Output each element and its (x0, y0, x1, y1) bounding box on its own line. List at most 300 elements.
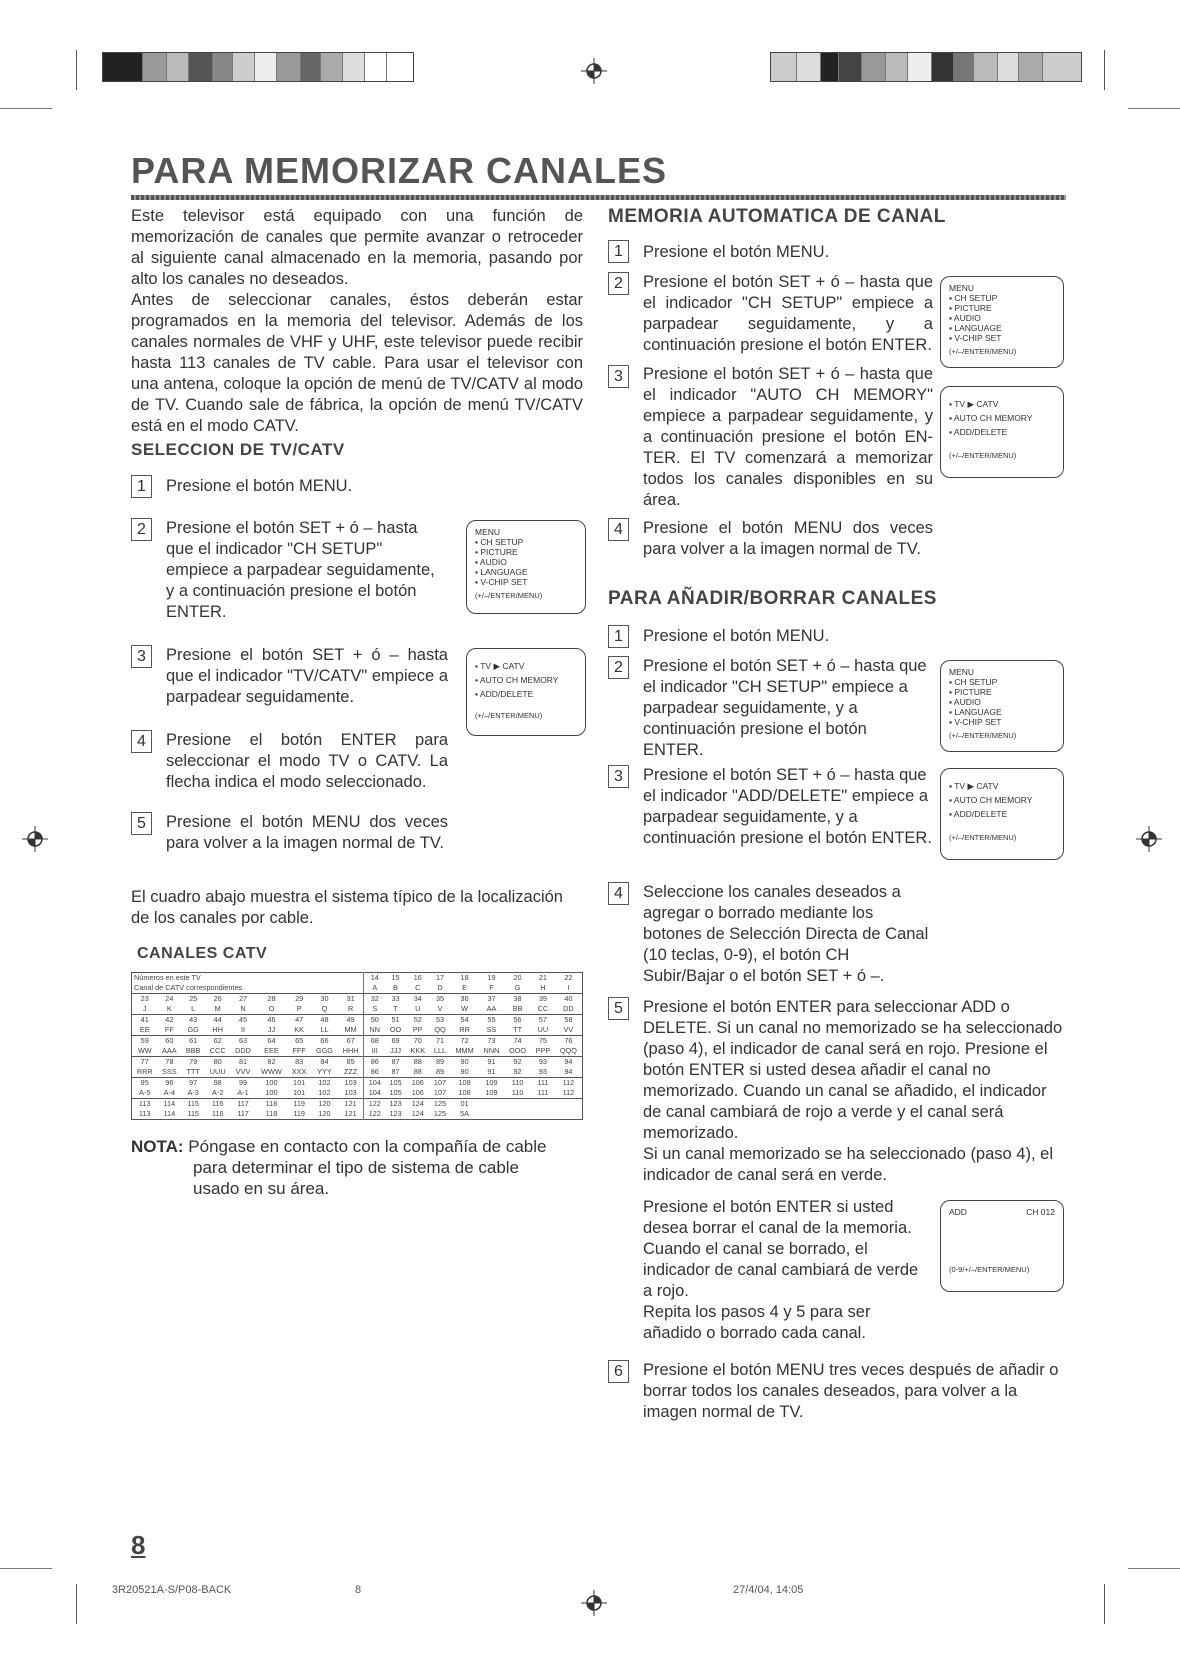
seleccion-step-2: Presione el botón SET + ó – hasta que el indicador "CH SETUP" empiece a parpadear seguidamente, y a continuación presione el botón ENTER. (166, 519, 435, 621)
catv-row (132, 1067, 583, 1078)
catv-cell: OO (389, 1025, 402, 1034)
catv-cell: U (415, 1004, 421, 1013)
catv-cell: 49 (338, 1015, 364, 1026)
catv-cell: AA (486, 1004, 497, 1013)
osd-item: ▪ TV ▶ CATV (949, 399, 999, 409)
catv-cell: YYY (317, 1067, 332, 1076)
catv-cell: J (142, 1004, 147, 1013)
catv-cell: 79 (181, 1057, 205, 1068)
catv-cell: SSS (162, 1067, 177, 1076)
catv-cell: 32 (364, 994, 385, 1005)
nota-line-1 (131, 1136, 583, 1157)
seleccion-step-4: Presione el botón ENTER para seleccionar el modo TV o CATV. La flecha indica el modo seleccionado. (166, 731, 448, 791)
catv-header-row (132, 983, 583, 994)
catv-cell: 80 (205, 1057, 230, 1068)
anadir-step-5: Presione el botón ENTER para seleccionar ADD o DELETE. Si un canal no memorizado se ha seleccionado (paso 4), el indicador de canal será en rojo. Presione el botón ENTER si usted desea añadir el canal no memorizado. Cuando un canal se añadido, el indicador de canal cambiará de rojo a verde y el canal será memorizado. (643, 998, 1063, 1142)
catv-row (132, 1078, 583, 1089)
catv-cell: 73 (479, 1036, 504, 1047)
catv-cell: 119 (287, 1099, 311, 1110)
seleccion-step-5: Presione el botón MENU dos veces para volver a la imagen normal de TV. (166, 813, 448, 852)
catv-cell: 59 (132, 1036, 158, 1047)
osd-item: ▪ AUTO CH MEMORY (475, 675, 559, 685)
catv-cell: EEE (264, 1046, 279, 1055)
osd-menu-screen (940, 660, 1064, 752)
catv-cell (531, 1099, 555, 1110)
catv-cell: 61 (181, 1036, 205, 1047)
memoria-step-2: Presione el botón SET + ó – hasta que el indicador "CH SETUP" empiece a parpadear seguidamente, y a continuación presione el botón ENTER. (643, 273, 933, 354)
catv-cell: 86 (364, 1057, 385, 1068)
catv-cell: 37 (479, 994, 504, 1005)
catv-cell: 93 (531, 1057, 555, 1068)
catv-cell: M (214, 1004, 221, 1013)
intro-paragraph-1: Este televisor está equipado con una función de memorización de canales que permite avanzar o retroceder al siguiente canal almacenado en la memoria, pasando por alto los canales no deseados. (131, 207, 583, 288)
step-number: 3 (608, 365, 629, 388)
catv-row (132, 1015, 583, 1026)
catv-cell: 113 (138, 1109, 151, 1118)
catv-cell: 116 (205, 1099, 230, 1110)
anadir-step-5-extra: Si un canal memorizado se ha seleccionado (paso 4), el indicador de canal será en verde. (643, 1145, 1053, 1184)
catv-cell: 85 (338, 1057, 364, 1068)
catv-cell: 14 (364, 973, 385, 984)
catv-cell: 66 (311, 1036, 338, 1047)
anadir-step-2: Presione el botón SET + ó – hasta que el indicador "CH SETUP" empiece a parpadear seguidamente, y a continuación presione el botón ENTER. (643, 657, 927, 759)
catv-cell: XXX (291, 1067, 307, 1076)
anadir-heading: PARA AÑADIR/BORRAR CANALES (608, 588, 937, 609)
catv-cell: 105 (385, 1078, 406, 1089)
catv-cell: 94 (564, 1067, 573, 1076)
catv-cell: 70 (406, 1036, 430, 1047)
catv-cell: E (462, 983, 468, 992)
catv-cell: 100 (265, 1088, 278, 1097)
osd-item: ▪ ADD/DELETE (949, 427, 1008, 437)
catv-cell: 71 (430, 1036, 451, 1047)
catv-cell: 116 (211, 1109, 224, 1118)
catv-cell: 117 (230, 1099, 255, 1110)
osd-footer: (0-9/+/–/ENTER/MENU) (949, 1265, 1030, 1274)
catv-cell (531, 1109, 555, 1120)
catv-cell: 21 (538, 973, 547, 982)
osd-item: ▪ PICTURE (949, 303, 992, 313)
catv-cell: KKK (410, 1046, 426, 1055)
catv-cell: 114 (163, 1109, 176, 1118)
anadir-step-1: Presione el botón MENU. (643, 627, 830, 645)
catv-cell: DD (563, 1004, 574, 1013)
catv-cell: 100 (256, 1078, 288, 1089)
catv-cell: JJ (267, 1025, 276, 1034)
step-number: 6 (608, 1360, 629, 1383)
catv-cell (555, 1099, 583, 1110)
catv-cell: UUU (209, 1067, 226, 1076)
osd-ch-setup-screen (940, 386, 1064, 478)
anadir-step-6: Presione el botón MENU tres veces después de añadir o borrar todos los canales deseados, para volver a la imagen normal de TV. (643, 1361, 1059, 1421)
osd-add-label: ADD (949, 1207, 967, 1217)
osd-item-selected: ▪ CH SETUP (949, 677, 998, 687)
catv-cell: H (540, 983, 546, 992)
catv-cell: 113 (132, 1099, 158, 1110)
color-bar-right (770, 52, 1082, 82)
catv-table (131, 972, 583, 1120)
osd-footer: (+/–/ENTER/MENU) (949, 731, 1017, 740)
osd-add-screen (940, 1200, 1064, 1292)
catv-cell: 97 (181, 1078, 205, 1089)
catv-cell: 56 (504, 1015, 531, 1026)
catv-cell: TT (513, 1025, 523, 1034)
catv-cell: 101 (293, 1088, 306, 1097)
catv-cell: 76 (555, 1036, 583, 1047)
nota-line-2: para determinar el tipo de sistema de cable (193, 1158, 520, 1177)
catv-cell: 105 (389, 1088, 402, 1097)
catv-cell: MMM (455, 1046, 474, 1055)
osd-menu-screen (940, 276, 1064, 368)
catv-cell: 89 (430, 1057, 451, 1068)
catv-row (132, 1057, 583, 1068)
catv-cell: 115 (187, 1109, 199, 1118)
catv-cell: AAA (162, 1046, 177, 1055)
catv-cell: 58 (555, 1015, 583, 1026)
catv-cell: 102 (318, 1088, 331, 1097)
catv-cell: 112 (562, 1088, 575, 1097)
osd-item: ▪ AUTO CH MEMORY (949, 795, 1033, 805)
color-bar-left (102, 52, 414, 82)
anadir-step-3: Presione el botón SET + ó – hasta que el indicador "ADD/DELETE" empiece a parpadear seguidamente, y a continuación presione el botón ENTER. (643, 766, 932, 847)
catv-cell: 63 (230, 1036, 255, 1047)
osd-item: ▪ AUDIO (475, 557, 507, 567)
catv-cell: P (296, 1004, 302, 1013)
catv-cell: 82 (256, 1057, 288, 1068)
catv-cell: 41 (132, 1015, 158, 1026)
catv-cell: 120 (318, 1109, 331, 1118)
catv-cell: 118 (256, 1099, 288, 1110)
catv-cell: 48 (311, 1015, 338, 1026)
catv-header-row (132, 973, 583, 984)
catv-cell: 101 (287, 1078, 311, 1089)
catv-cell: LLL (433, 1046, 447, 1055)
catv-cell: LL (320, 1025, 329, 1034)
catv-cell: GG (187, 1025, 199, 1034)
osd-footer: (+/–/ENTER/MENU) (949, 347, 1017, 356)
catv-cell: CCC (209, 1046, 226, 1055)
step-number: 4 (608, 518, 629, 541)
page-number: 8 (131, 1530, 146, 1560)
osd-item: ▪ AUDIO (949, 697, 981, 707)
catv-cell: 43 (181, 1015, 205, 1026)
catv-cell: 93 (538, 1067, 547, 1076)
osd-menu-screen (466, 520, 586, 614)
catv-cell: 107 (433, 1088, 447, 1097)
catv-cell: 77 (132, 1057, 158, 1068)
catv-cell: RRR (136, 1067, 153, 1076)
memoria-step-1: Presione el botón MENU. (643, 243, 830, 261)
catv-cell: 88 (406, 1057, 430, 1068)
catv-cell: 20 (513, 973, 522, 982)
osd-item: ▪ PICTURE (475, 547, 518, 557)
footer-page: 8 (355, 1584, 362, 1596)
catv-cell: NN (364, 1025, 385, 1036)
catv-cell: 45 (230, 1015, 255, 1026)
anadir-step-4: Seleccione los canales deseados a agregar o borrado mediante los botones de Selección Directa de Canal (10 teclas, 0-9), el botón CH Subir/Bajar o el botón SET + ó –. (643, 883, 929, 985)
osd-ch-setup-screen (940, 768, 1064, 860)
catv-cell: 86 (364, 1067, 385, 1078)
osd-item-selected: ▪ CH SETUP (949, 293, 998, 303)
catv-cell (504, 1109, 531, 1120)
catv-cell (555, 1109, 583, 1120)
registration-mark-icon (1136, 826, 1162, 852)
catv-cell: ZZZ (343, 1067, 358, 1076)
catv-cell: 117 (237, 1109, 249, 1118)
catv-cell: R (348, 1004, 354, 1013)
catv-cell: L (191, 1004, 196, 1013)
catv-cell: 106 (406, 1078, 430, 1089)
catv-cell: JJJ (390, 1046, 402, 1055)
catv-cell: T (393, 1004, 398, 1013)
catv-cell: 125 (430, 1099, 451, 1110)
catv-cell: 27 (230, 994, 255, 1005)
catv-cell: 67 (338, 1036, 364, 1047)
osd-item-selected: ▪ TV ▶ CATV (475, 661, 525, 671)
osd-footer: (+/–/ENTER/MENU) (475, 591, 543, 600)
catv-cell: 68 (364, 1036, 385, 1047)
catv-cell: 95 (132, 1078, 158, 1089)
footer-file: 3R20521A-S/P08-BACK (112, 1584, 232, 1596)
catv-cell: 106 (411, 1088, 424, 1097)
catv-cell: N (240, 1004, 246, 1013)
catv-cell: 108 (450, 1078, 478, 1089)
catv-cell: 36 (450, 994, 478, 1005)
catv-cell: 83 (287, 1057, 311, 1068)
catv-cell: 84 (311, 1057, 338, 1068)
osd-footer: (+/–/ENTER/MENU) (949, 451, 1017, 460)
catv-cell: 46 (256, 1015, 288, 1026)
catv-cell: 65 (287, 1036, 311, 1047)
memoria-step-4: Presione el botón MENU dos veces para volver a la imagen normal de TV. (643, 519, 933, 558)
osd-menu-title: MENU (949, 667, 975, 677)
catv-cell: 121 (338, 1099, 364, 1110)
catv-cell: 123 (385, 1099, 406, 1110)
catv-cell: W (461, 1004, 469, 1013)
catv-cell: CC (537, 1004, 549, 1013)
catv-cell: A-4 (163, 1088, 176, 1097)
catv-cell: 104 (364, 1088, 385, 1099)
seleccion-heading: SELECCION DE TV/CATV (131, 440, 345, 459)
catv-cell: 91 (487, 1067, 496, 1076)
catv-cell: 44 (205, 1015, 230, 1026)
osd-item-selected: ▪ CH SETUP (475, 537, 524, 547)
catv-cell: 54 (450, 1015, 478, 1026)
catv-cell: 39 (531, 994, 555, 1005)
osd-item: ▪ LANGUAGE (475, 567, 528, 577)
osd-menu-title: MENU (475, 527, 501, 537)
catv-cell: 99 (230, 1078, 255, 1089)
anadir-step-5-delete: Presione el botón ENTER si usted desea borrar el canal de la memoria. Cuando el canal se borrado, el indicador de canal cambiará de verde a rojo. (643, 1198, 919, 1300)
catv-cell: 122 (364, 1099, 385, 1110)
catv-cell (479, 1109, 504, 1120)
osd-item: ▪ V-CHIP SET (949, 333, 1002, 343)
catv-cell: 125 (433, 1109, 447, 1118)
catv-cell: V (437, 1004, 443, 1013)
step-number: 2 (608, 656, 629, 679)
catv-cell: 53 (430, 1015, 451, 1026)
crop-mark (0, 1568, 52, 1569)
catv-row (132, 1046, 583, 1057)
catv-cell: III (364, 1046, 385, 1057)
seleccion-step-1: Presione el botón MENU. (166, 477, 353, 495)
catv-cell (504, 1099, 531, 1110)
catv-cell: A-1 (237, 1088, 249, 1097)
catv-cell: II (240, 1025, 246, 1034)
osd-item-selected: ▪ ADD/DELETE (949, 809, 1008, 819)
catv-cell: Números en este TV (134, 973, 201, 982)
catv-cell: A-5 (139, 1088, 151, 1097)
catv-cell: 51 (385, 1015, 406, 1026)
catv-cell: Canal de CATV correspondientes (134, 983, 243, 992)
catv-cell: Q (321, 1004, 328, 1013)
catv-cell: 60 (157, 1036, 181, 1047)
catv-cell: 74 (504, 1036, 531, 1047)
crop-mark (0, 108, 52, 109)
catv-cell: 115 (181, 1099, 205, 1110)
osd-add-row (949, 1207, 1055, 1217)
catv-cell: 75 (531, 1036, 555, 1047)
catv-cell: 30 (311, 994, 338, 1005)
step-number: 3 (131, 645, 152, 668)
catv-cell: 57 (531, 1015, 555, 1026)
registration-mark-icon (581, 1590, 607, 1616)
catv-cell: QQ (434, 1025, 446, 1034)
catv-cell: 34 (406, 994, 430, 1005)
title-rule (131, 195, 1066, 200)
catv-cell: 92 (513, 1067, 522, 1076)
page-title: PARA MEMORIZAR CANALES (131, 150, 667, 191)
catv-cell: FFF (292, 1046, 306, 1055)
catv-cell: 103 (344, 1088, 357, 1097)
osd-footer: (+/–/ENTER/MENU) (475, 711, 543, 720)
catv-cell: 91 (479, 1057, 504, 1068)
catv-cell: 72 (450, 1036, 478, 1047)
catv-cell: 109 (479, 1078, 504, 1089)
catv-cell: 50 (364, 1015, 385, 1026)
catv-cell: OOO (509, 1046, 527, 1055)
catv-cell: 124 (406, 1099, 430, 1110)
catv-row (132, 1088, 583, 1099)
osd-item: ▪ AUDIO (949, 313, 981, 323)
crop-mark (1128, 108, 1180, 109)
catv-cell: A-3 (187, 1088, 199, 1097)
catv-cell: VV (563, 1025, 574, 1034)
catv-cell: 110 (504, 1078, 531, 1089)
catv-cell: 31 (338, 994, 364, 1005)
catv-cell: 22 (564, 973, 573, 982)
catv-cell: 28 (256, 994, 288, 1005)
catv-cell: RR (459, 1025, 470, 1034)
catv-cell: 102 (311, 1078, 338, 1089)
osd-item: ▪ LANGUAGE (949, 323, 1002, 333)
osd-item: ▪ V-CHIP SET (949, 717, 1002, 727)
catv-cell: 104 (364, 1078, 385, 1089)
catv-cell: DDD (235, 1046, 251, 1055)
catv-cell: EE (139, 1025, 150, 1034)
catv-cell: MM (344, 1025, 357, 1034)
osd-footer: (+/–/ENTER/MENU) (949, 833, 1017, 842)
step-number: 3 (608, 765, 629, 788)
memoria-heading: MEMORIA AUTOMATICA DE CANAL (608, 206, 946, 227)
catv-cell: 64 (256, 1036, 288, 1047)
step-number: 2 (608, 272, 629, 295)
catv-cell: A-2 (212, 1088, 224, 1097)
osd-item: ▪ PICTURE (949, 687, 992, 697)
seleccion-step-3: Presione el botón SET + ó – hasta que el indicador "TV/CATV" empiece a parpadear seguidamente. (166, 646, 448, 706)
catv-cell: 35 (430, 994, 451, 1005)
nota-label: NOTA: (131, 1137, 184, 1156)
catv-cell: 29 (287, 994, 311, 1005)
catv-cell: 17 (435, 973, 445, 982)
catv-cell: UU (537, 1025, 549, 1034)
catv-row (132, 1099, 583, 1110)
catv-cell: 121 (344, 1109, 357, 1118)
catv-cell: 107 (430, 1078, 451, 1089)
crop-mark (1104, 1584, 1105, 1624)
step-number: 5 (131, 812, 152, 835)
nota-text: Póngase en contacto con la compañía de cable (188, 1137, 547, 1156)
catv-cell: 112 (555, 1078, 583, 1089)
catv-cell: I (567, 983, 570, 992)
step-number: 1 (608, 625, 629, 648)
catv-heading: CANALES CATV (137, 945, 268, 962)
catv-cell: 122 (364, 1109, 385, 1120)
crop-mark (1128, 1568, 1180, 1569)
catv-cell: F (489, 983, 494, 992)
catv-cell: 18 (460, 973, 469, 982)
catv-cell: 98 (205, 1078, 230, 1089)
catv-cell: 111 (537, 1088, 549, 1097)
osd-item: ▪ LANGUAGE (949, 707, 1002, 717)
catv-cell: 38 (504, 994, 531, 1005)
footer-date: 27/4/04, 14:05 (733, 1584, 804, 1596)
catv-cell: 87 (385, 1057, 406, 1068)
catv-cell: 26 (205, 994, 230, 1005)
catv-cell: NNN (483, 1046, 500, 1055)
catv-row (132, 994, 583, 1005)
catv-row (132, 1109, 583, 1120)
catv-cell: 55 (479, 1015, 504, 1026)
step-number: 1 (131, 475, 152, 498)
catv-cell: S (364, 1004, 385, 1015)
catv-cell: 110 (511, 1088, 524, 1097)
catv-cell: 42 (157, 1015, 181, 1026)
catv-cell: BB (512, 1004, 523, 1013)
step-number: 4 (608, 882, 629, 905)
catv-cell: 108 (458, 1088, 471, 1097)
step-number: 4 (131, 730, 152, 753)
catv-cell: 15 (391, 973, 400, 982)
catv-cell: TTT (186, 1067, 200, 1076)
catv-cell: QQQ (559, 1046, 577, 1055)
crop-mark (76, 1584, 77, 1624)
catv-row (132, 1025, 583, 1036)
catv-cell: K (166, 1004, 172, 1013)
catv-row (132, 1004, 583, 1015)
catv-cell: GGG (315, 1046, 333, 1055)
catv-cell: KK (294, 1025, 304, 1034)
osd-menu-title: MENU (949, 283, 975, 293)
catv-cell: 123 (389, 1109, 402, 1118)
catv-cell: 78 (157, 1057, 181, 1068)
catv-cell: G (514, 983, 521, 992)
catv-cell: 25 (181, 994, 205, 1005)
catv-cell: 40 (555, 994, 583, 1005)
catv-cell: 96 (157, 1078, 181, 1089)
catv-cell: 89 (435, 1067, 445, 1076)
catv-cell: 118 (265, 1109, 278, 1118)
